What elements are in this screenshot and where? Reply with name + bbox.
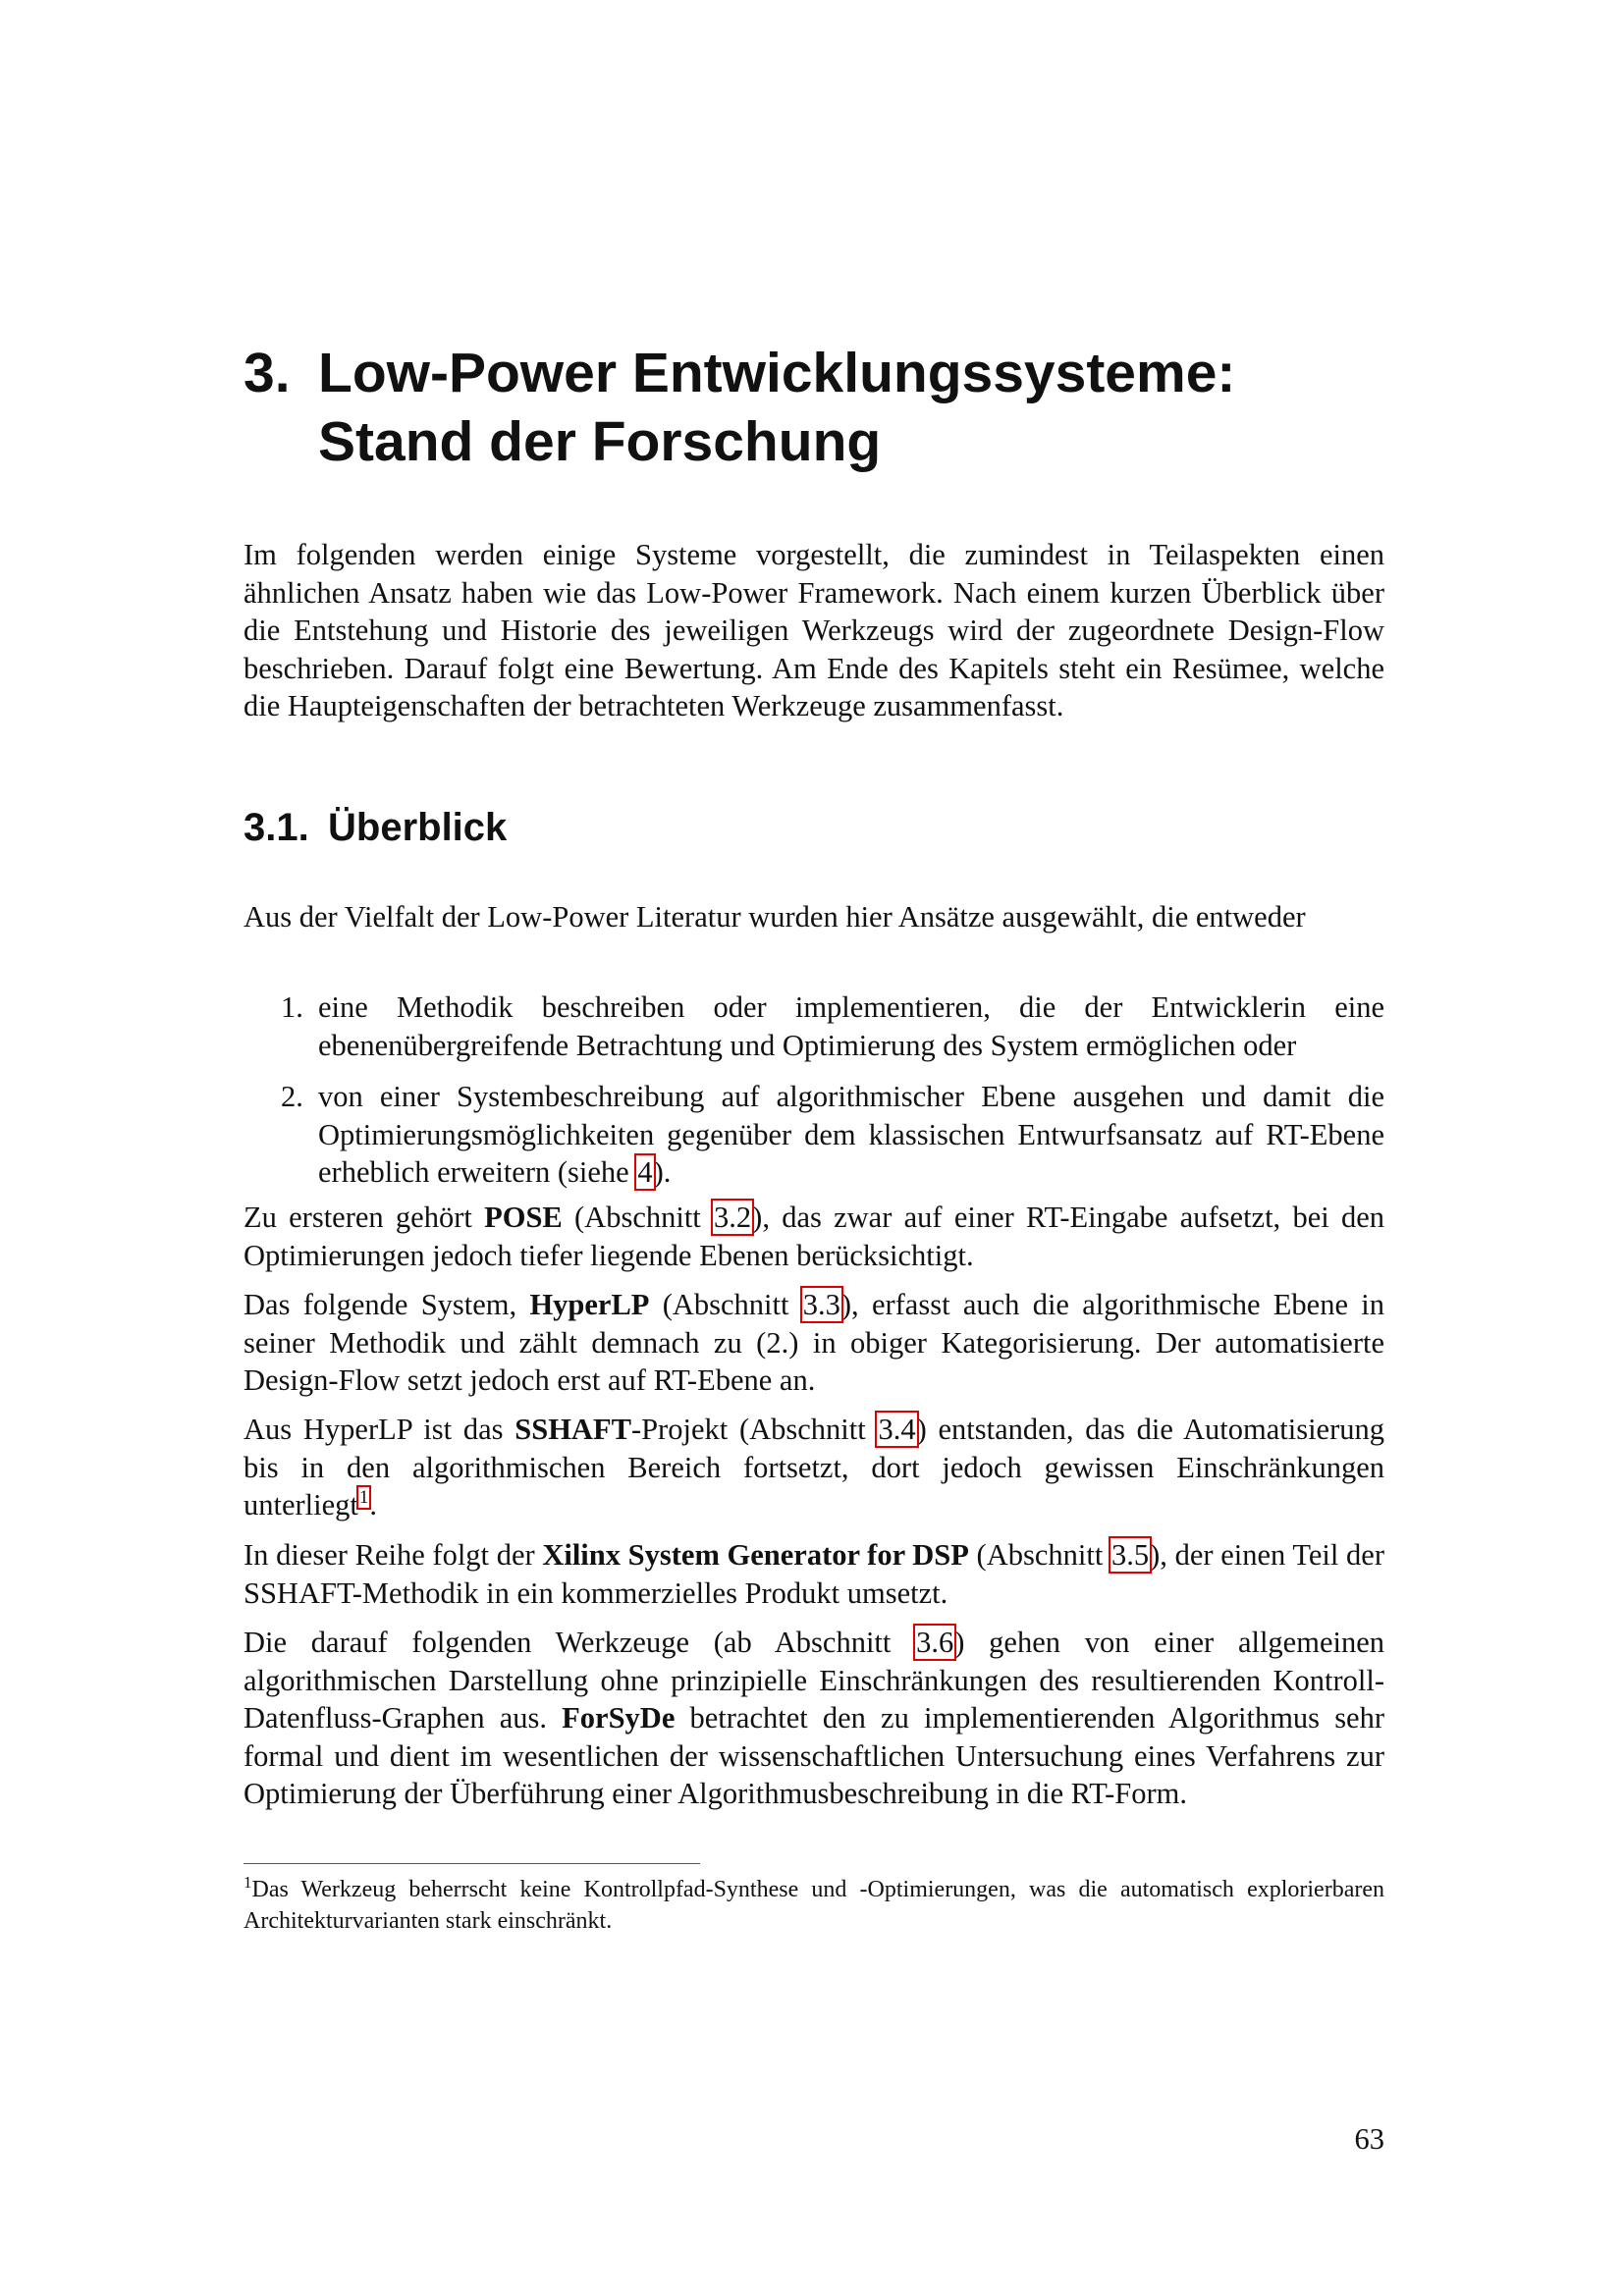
section-ref-link[interactable]: 3.5 xyxy=(1110,1538,1150,1572)
tool-name-xilinx: Xilinx System Generator for DSP xyxy=(542,1538,969,1572)
text-run: ), erfasst auch die algorithmische Ebene in seiner Methodik und zählt demnach zu (2.) in obiger Kategorisierung. Der automatisierte Design-Flow setzt jedoch erst auf RT-Ebene an. xyxy=(244,1288,1384,1397)
section-ref-link[interactable]: 3.6 xyxy=(916,1626,954,1659)
pose-paragraph xyxy=(244,1199,1384,1274)
xilinx-paragraph xyxy=(244,1536,1384,1612)
text-run: ) entstanden, das die Automatisierung bis in den algorithmischen Bereich fortsetzt, dort jedoch gewissen Einschränkungen unterliegt xyxy=(244,1413,1384,1522)
hyperlp-paragraph-block xyxy=(244,1286,1384,1400)
text-run: ), der einen Teil der SSHAFT-Methodik in ein kommerzielles Produkt umsetzt. xyxy=(244,1538,1384,1610)
text-run: ) gehen von einer allgemeinen algorithmischen Darstellung ohne prinzipielle Einschränkungen des resultierenden Kontroll-Datenfluss-Graphen aus. xyxy=(244,1626,1384,1735)
section-title xyxy=(244,803,507,852)
text-run: -Projekt (Abschnitt xyxy=(630,1413,878,1446)
footnote-marker: 1 xyxy=(244,1873,252,1892)
criteria-list xyxy=(244,988,1384,1192)
section-ref-link[interactable]: 3.4 xyxy=(878,1413,916,1446)
overview-lead-paragraph: Aus der Vielfalt der Low-Power Literatur wurden hier Ansätze ausgewählt, die entweder xyxy=(244,900,1306,934)
tool-name-forsyde: ForSyDe xyxy=(562,1701,676,1735)
text-run: Die darauf folgenden Werkzeuge (ab Abschnitt xyxy=(244,1626,916,1659)
footnote-ref-link[interactable]: 1 xyxy=(358,1487,369,1508)
list-item-text-end: ). xyxy=(653,1155,672,1189)
list-item-text: von einer Systembeschreibung auf algorithmischer Ebene ausgehen und damit die Optimierungsmöglichkeiten gegenüber dem klassischen Entwurfsansatz auf RT-Ebene erheblich erweitern (siehe xyxy=(318,1080,1384,1189)
footnote-separator xyxy=(244,1863,700,1864)
pose-paragraph-block xyxy=(244,1199,1384,1274)
section-ref-link[interactable]: 3.2 xyxy=(714,1201,752,1234)
list-item-text: eine Methodik beschreiben oder implementieren, die der Entwicklerin eine ebenenübergreifende Betrachtung und Optimierung des System ermöglichen oder xyxy=(318,990,1384,1062)
section-heading-text: Überblick xyxy=(328,806,508,849)
chapter-title-line-1: Low-Power Entwicklungssysteme: xyxy=(318,342,1236,404)
sshaft-paragraph-block xyxy=(244,1411,1384,1524)
chapter-ref-link[interactable]: 4 xyxy=(637,1155,653,1189)
text-run: Zu ersteren gehört xyxy=(244,1201,485,1234)
text-run: (Abschnitt xyxy=(562,1201,714,1234)
text-run: betrachtet den zu implementierenden Algorithmus sehr formal und dient im wesentlichen der wissenschaftlichen Untersuchung eines Verfahrens zur Optimierung der Überführung einer Algorithmusbeschreibung in die RT-Form. xyxy=(244,1701,1385,1810)
intro-paragraph-block xyxy=(244,536,1384,725)
forsyde-paragraph xyxy=(244,1624,1384,1813)
list-marker: 2. xyxy=(281,1080,303,1113)
tool-name-hyperlp: HyperLP xyxy=(529,1288,650,1321)
chapter-number: 3. xyxy=(244,342,291,404)
text-run: (Abschnitt xyxy=(968,1538,1110,1572)
tool-name-pose: POSE xyxy=(484,1201,563,1234)
page-number: 63 xyxy=(1354,2122,1384,2156)
list-item xyxy=(244,1078,1384,1192)
text-run: Das folgende System, xyxy=(244,1288,530,1321)
hyperlp-paragraph xyxy=(244,1286,1384,1400)
footnote xyxy=(244,1875,1384,1937)
footnote-text: Das Werkzeug beherrscht keine Kontrollpfad-Synthese und -Optimierungen, was die automatisch explorierbaren Architekturvarianten stark einschränkt. xyxy=(244,1877,1384,1934)
list-item xyxy=(244,988,1384,1064)
section-number: 3.1. xyxy=(244,806,309,849)
overview-lead-block xyxy=(244,898,1384,936)
xilinx-paragraph-block xyxy=(244,1536,1384,1612)
forsyde-paragraph-block xyxy=(244,1624,1384,1813)
tool-name-sshaft: SSHAFT xyxy=(514,1413,631,1446)
sshaft-paragraph xyxy=(244,1411,1384,1524)
list-marker: 1. xyxy=(281,990,303,1024)
text-run: Aus HyperLP ist das xyxy=(244,1413,515,1446)
chapter-title-line-2: Stand der Forschung xyxy=(318,410,882,473)
text-run: . xyxy=(369,1488,378,1522)
text-run: (Abschnitt xyxy=(649,1288,802,1321)
text-run: In dieser Reihe folgt der xyxy=(244,1538,543,1572)
section-ref-link[interactable]: 3.3 xyxy=(802,1288,840,1321)
intro-paragraph: Im folgenden werden einige Systeme vorgestellt, die zumindest in Teilaspekten einen ähnlichen Ansatz haben wie das Low-Power Framework. Nach einem kurzen Überblick über die Entstehung und Historie des jeweiligen Werkzeugs wird der zugeordnete Design-Flow beschrieben. Darauf folgt eine Bewertung. Am Ende des Kapitels steht ein Resümee, welche die Haupteigenschaften der betrachteten Werkzeuge zusammenfasst. xyxy=(244,538,1384,722)
text-run: ), das zwar auf einer RT-Eingabe aufsetzt, bei den Optimierungen jedoch tiefer liegende Ebenen berücksichtigt. xyxy=(244,1201,1384,1272)
